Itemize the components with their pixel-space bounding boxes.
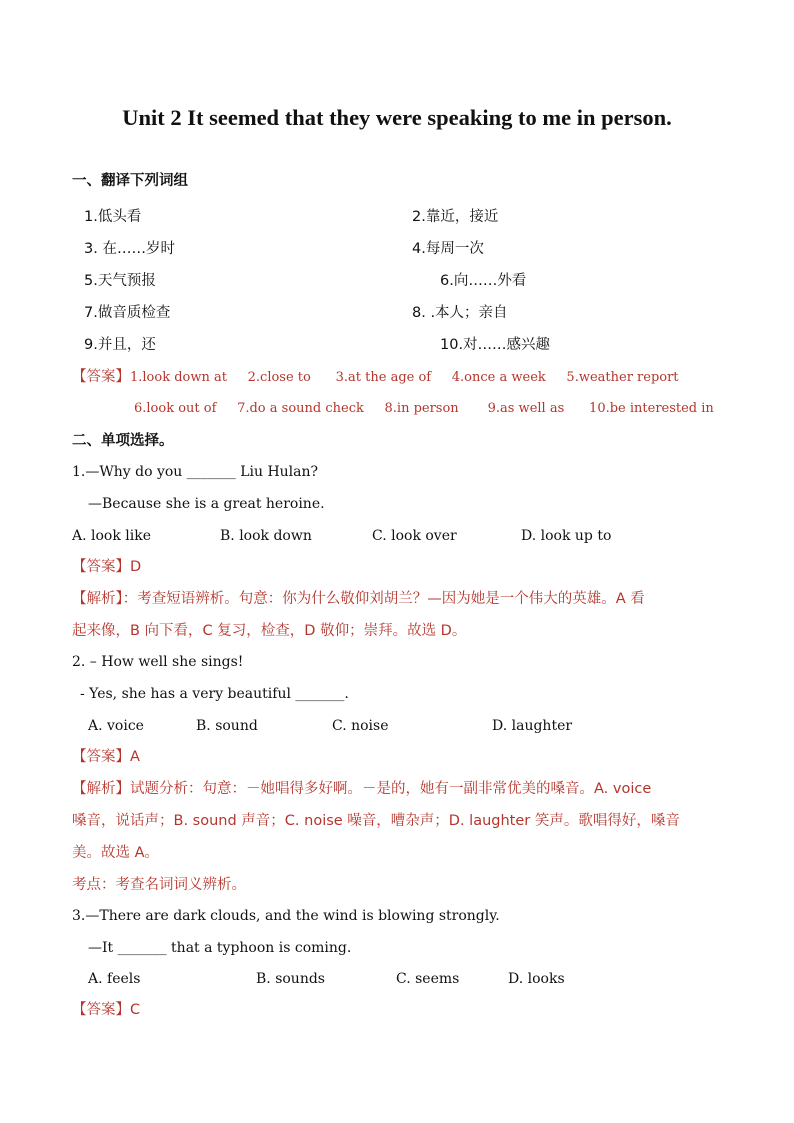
analysis-line: 美。故选 A。	[72, 845, 160, 861]
section1-answer-line2: 6.look out of 7.do a sound check 8.in person 9.as well as 10.be interested in	[134, 401, 714, 416]
answer-label: 【答案】	[72, 369, 130, 385]
phrase-item: 1.低头看	[84, 209, 142, 225]
option-d: D. look up to	[521, 528, 612, 544]
answer: 【答案】C	[72, 1002, 141, 1018]
question-stem: 3.—There are dark clouds, and the wind is blowing strongly.	[72, 908, 500, 924]
page-title: Unit 2 It seemed that they were speaking to me in person.	[122, 105, 672, 130]
question-reply: —Because she is a great heroine.	[88, 496, 325, 512]
option-a: A. look like	[72, 528, 152, 544]
phrase-item: 6.向……外看	[440, 273, 527, 289]
phrase-item: 8. .本人；亲自	[412, 305, 508, 321]
analysis-line: 【解析】：考查短语辨析。句意：你为什么敬仰刘胡兰？—因为她是一个伟大的英雄。A 看	[72, 591, 645, 607]
phrase-item: 7.做音质检查	[84, 305, 171, 321]
phrase-item: 9.并且，还	[84, 337, 156, 353]
phrase-item: 2.靠近，接近	[412, 209, 499, 225]
analysis-line: 【解析】试题分析：句意：－她唱得多好啊。－是的，她有一副非常优美的嗓音。A. voice	[72, 781, 652, 797]
option-b: B. look down	[220, 528, 312, 544]
section1-answer-line1	[72, 368, 679, 387]
question-stem: 1.—Why do you _______ Liu Hulan?	[72, 464, 319, 480]
option-c: C. seems	[396, 971, 460, 987]
option-c: C. look over	[372, 528, 457, 544]
phrase-item: 5.天气预报	[84, 273, 156, 289]
answer-text: 1.look down at 2.close to 3.at the age of 4.once a week 5.weather report	[130, 370, 679, 385]
answer: 【答案】A	[72, 749, 140, 765]
phrase-item: 10.对……感兴趣	[440, 337, 551, 353]
section1-heading: 一、翻译下列词组	[72, 173, 188, 189]
option-b: B. sounds	[256, 971, 325, 987]
option-a: A. feels	[88, 971, 141, 987]
exam-point: 考点：考查名词词义辨析。	[72, 877, 246, 893]
answer: 【答案】D	[72, 559, 142, 575]
option-d: D. looks	[508, 971, 565, 987]
question-reply: —It _______ that a typhoon is coming.	[88, 940, 352, 956]
question-stem: 2. – How well she sings!	[72, 654, 244, 670]
phrase-item: 3. 在……岁时	[84, 241, 175, 257]
section2-heading: 二、单项选择。	[72, 433, 174, 449]
option-d: D. laughter	[492, 718, 573, 734]
option-b: B. sound	[196, 718, 258, 734]
option-c: C. noise	[332, 718, 389, 734]
phrase-item: 4.每周一次	[412, 241, 484, 257]
analysis-line: 嗓音，说话声；B. sound 声音；C. noise 噪音，嘈杂声；D. laughter 笑声。歌唱得好，嗓音	[72, 813, 680, 829]
option-a: A. voice	[88, 718, 144, 734]
analysis-line: 起来像，B 向下看，C 复习，检查，D 敬仰；崇拜。故选 D。	[72, 623, 467, 639]
question-reply: - Yes, she has a very beautiful _______.	[80, 686, 349, 702]
